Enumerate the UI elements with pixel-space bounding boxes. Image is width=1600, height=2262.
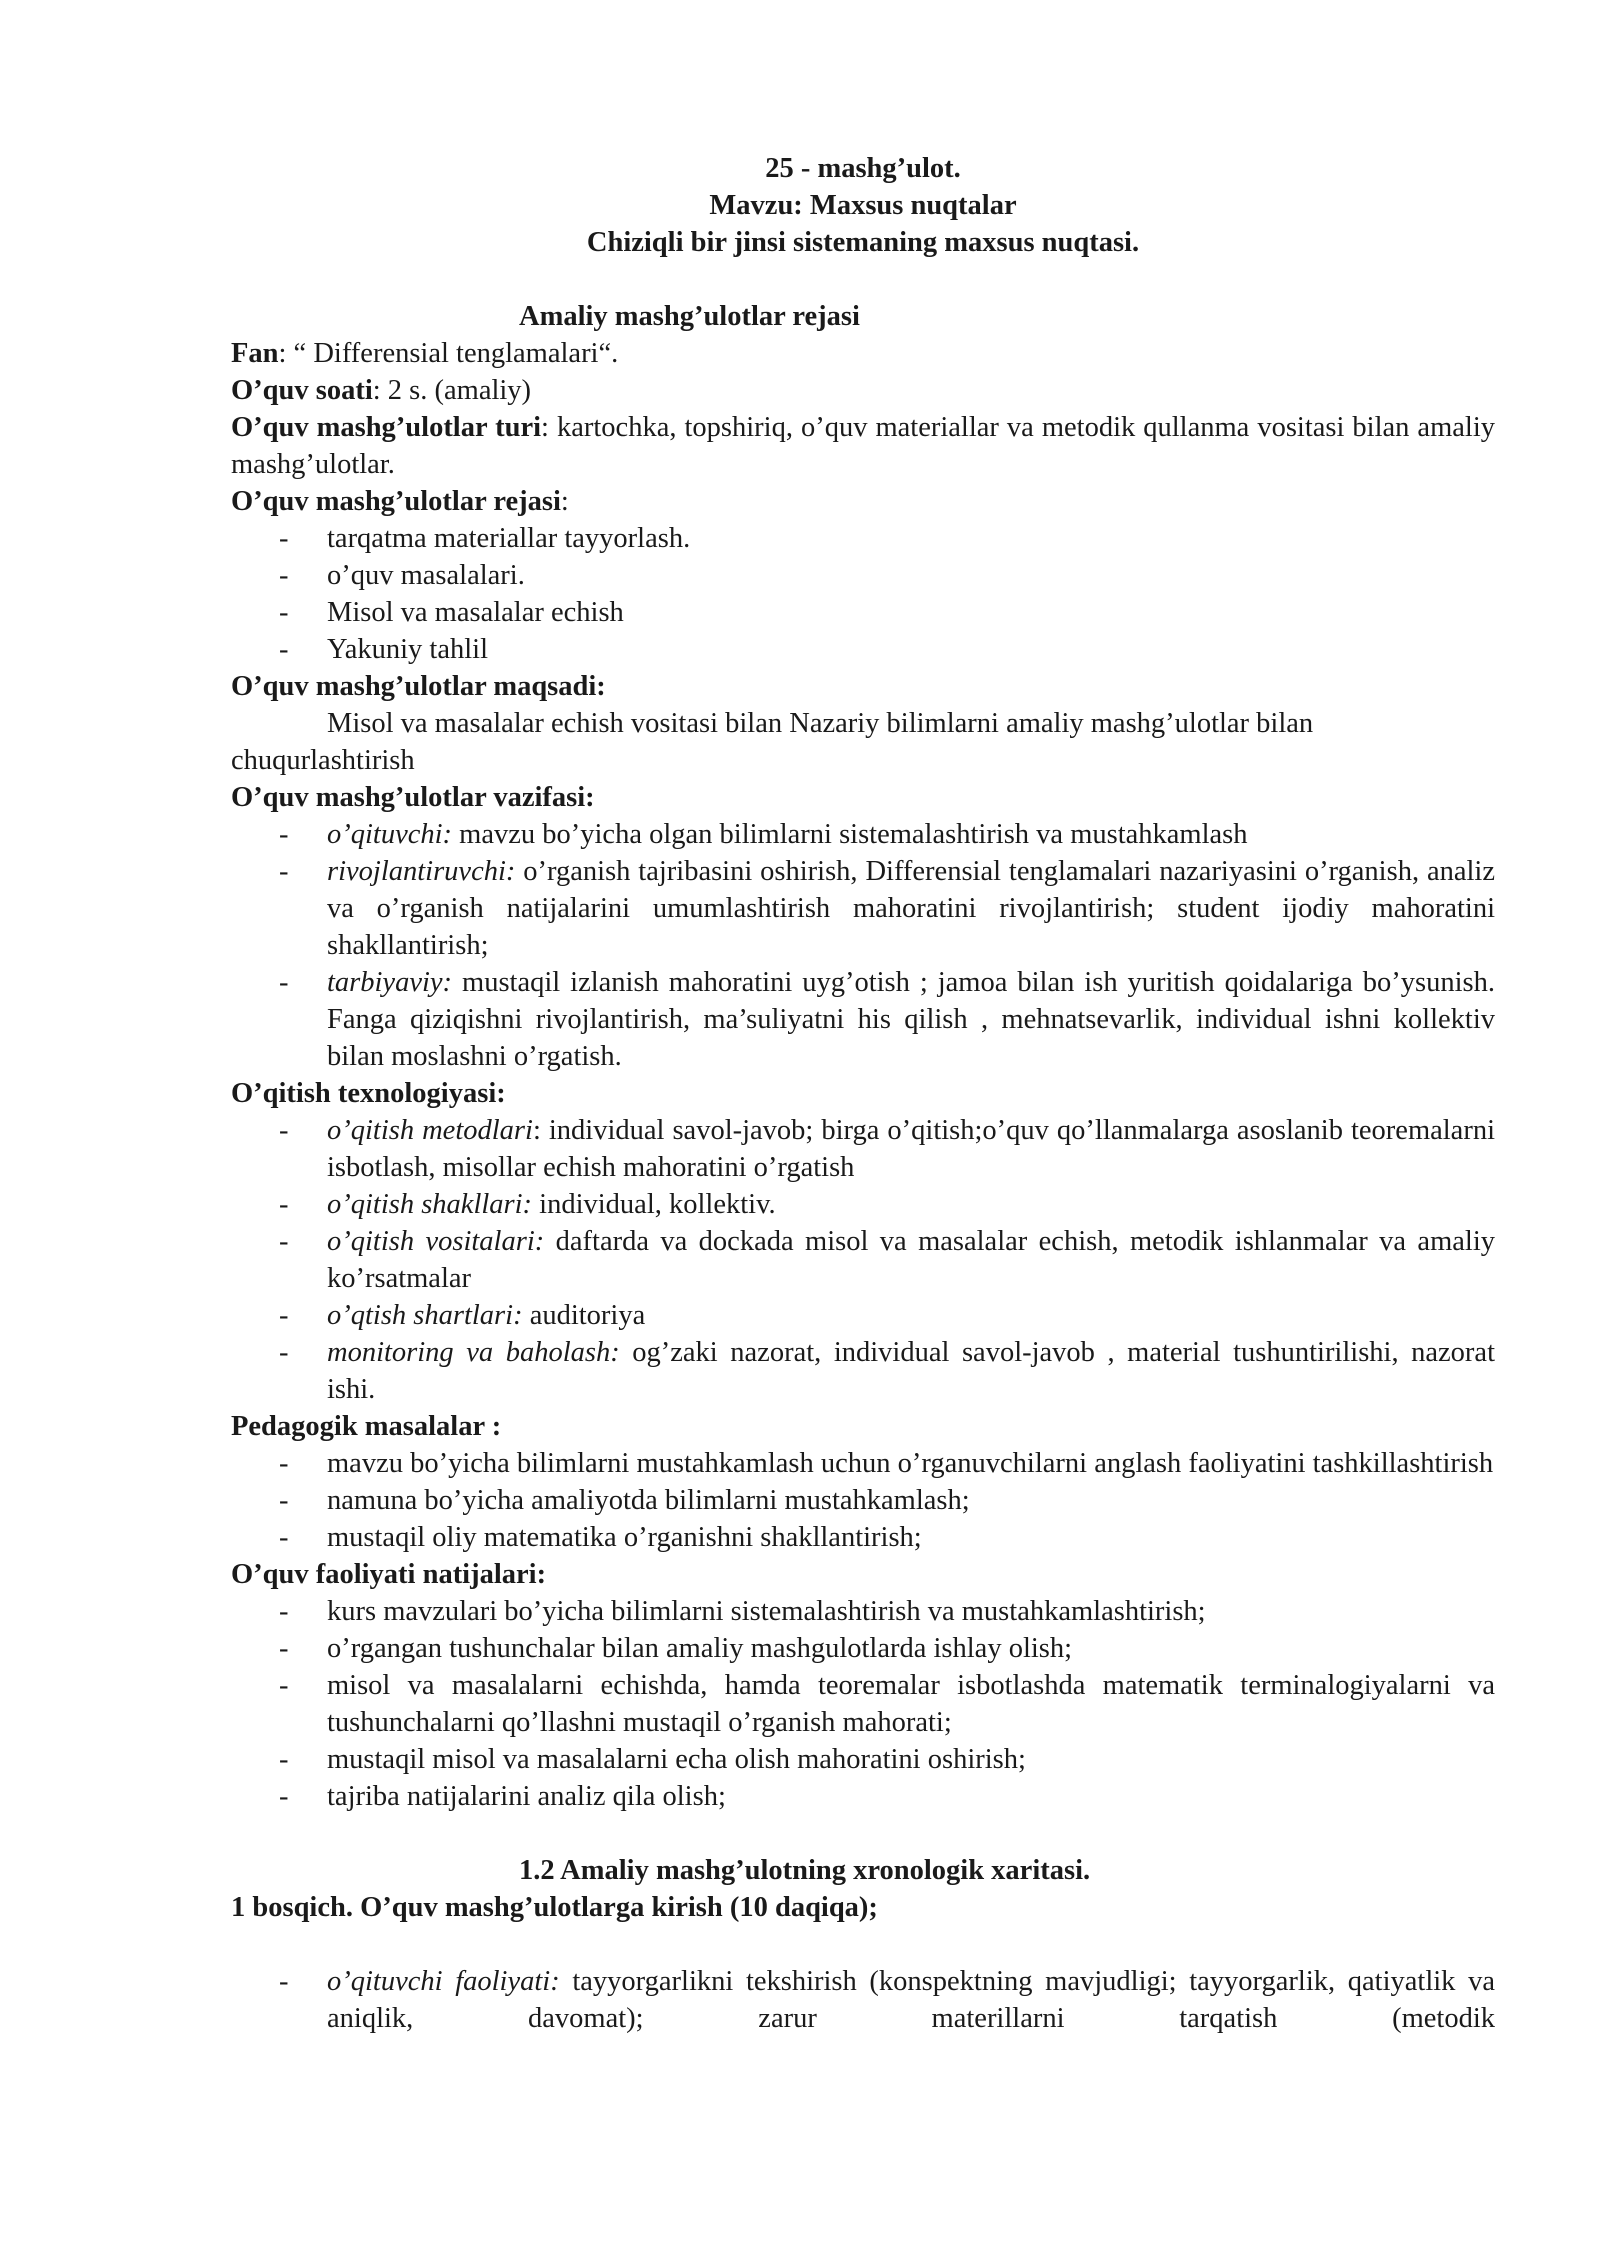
lesson-topic: Mavzu: Maxsus nuqtalar xyxy=(709,190,1017,221)
chronology-title: 1.2 Amaliy mashg’ulotning xronologik xaritasi. xyxy=(519,1855,1091,1886)
item-label: monitoring va baholash: xyxy=(327,1337,620,1368)
soat-label: O’quv soati xyxy=(231,375,373,406)
list-item: - misol va masalalarni echishda, hamda teoremalar isbotlashda matematik terminalogiyalarni va tushunchalarni qo’llashni mustaqil o’rganish mahorati; xyxy=(231,1667,1495,1741)
turi-line xyxy=(231,409,1495,483)
soat-value: : 2 s. (amaliy) xyxy=(372,375,532,406)
item-label: o’qituvchi: xyxy=(327,819,453,850)
item-label: o’qitish shakllari: xyxy=(327,1189,533,1220)
maqsadi-text: Misol va masalalar echish vositasi bilan Nazariy bilimlarni amaliy mashg’ulotlar bilan chuqurlashtirish xyxy=(231,708,1314,776)
list-item: - namuna bo’yicha amaliyotda bilimlarni mustahkamlash; xyxy=(231,1482,1495,1519)
item-text: : individual savol-javob; birga o’qitish;o’quv qo’llanmalarga asoslanib teoremalarni isbotlash, misollar echish mahoratini o’rgatish xyxy=(327,1115,1495,1183)
list-item xyxy=(231,964,1495,1075)
list-item xyxy=(231,1963,1495,2037)
stage1-list xyxy=(231,1963,1495,2037)
item-text: individual, kollektiv. xyxy=(532,1189,776,1220)
fan-line xyxy=(231,335,1495,372)
rejasi-list xyxy=(231,520,1495,668)
natijalar-list xyxy=(231,1593,1495,1815)
texnologiya-list xyxy=(231,1112,1495,1408)
stage1-title: 1 bosqich. O’quv mashg’ulotlarga kirish (10 daqiqa); xyxy=(231,1892,878,1923)
list-item: - Misol va masalalar echish xyxy=(231,594,1495,631)
item-label: o’qtish shartlari: xyxy=(327,1300,523,1331)
list-item: - tajriba natijalarini analiz qila olish; xyxy=(231,1778,1495,1815)
turi-label: O’quv mashg’ulotlar turi xyxy=(231,412,542,443)
rejasi-label: O’quv mashg’ulotlar rejasi xyxy=(231,486,561,517)
item-label: o’qitish vositalari: xyxy=(327,1226,545,1257)
item-text: og’zaki nazorat, individual savol-javob , material tushuntirilishi, nazorat ishi. xyxy=(327,1337,1495,1405)
item-label: o’qitish metodlari xyxy=(327,1115,533,1146)
vazifasi-label: O’quv mashg’ulotlar vazifasi: xyxy=(231,782,595,813)
rejasi-colon: : xyxy=(560,486,569,517)
maqsadi-label: O’quv mashg’ulotlar maqsadi: xyxy=(231,671,606,702)
fan-value: : “ Differensial tenglamalari“. xyxy=(278,338,619,369)
rejasi-line xyxy=(231,483,1495,520)
item-text: mustaqil izlanish mahoratini uyg’otish ; jamoa bilan ish yuritish qoidalariga bo’ysunish. Fanga qiziqishni rivojlantirish, ma’suliyatni his qilish , mehnatsevarlik, individual ishni kollektiv bilan moslashni o’rgatish. xyxy=(327,967,1495,1072)
item-text: mavzu bo’yicha olgan bilimlarni sistemalashtirish va mustahkamlash xyxy=(452,819,1248,850)
list-item: - kurs mavzulari bo’yicha bilimlarni sistemalashtirish va mustahkamlashtirish; xyxy=(231,1593,1495,1630)
item-text: o’rganish tajribasini oshirish, Differensial tenglamalari nazariyasini o’rganish, analiz va o’rganish natijalarini umumlashtirish mahoratini rivojlantirish; student ijodiy mahoratini shakllantirish; xyxy=(327,856,1495,961)
list-item: - o’rgangan tushunchalar bilan amaliy mashgulotlarda ishlay olish; xyxy=(231,1630,1495,1667)
list-item xyxy=(231,816,1495,853)
list-item: - o’quv masalalari. xyxy=(231,557,1495,594)
list-item xyxy=(231,1334,1495,1408)
document-content xyxy=(231,150,1495,2037)
list-item xyxy=(231,1186,1495,1223)
item-label: rivojlantiruvchi: xyxy=(327,856,516,887)
list-item: - tarqatma materiallar tayyorlash. xyxy=(231,520,1495,557)
list-item: - Yakuniy tahlil xyxy=(231,631,1495,668)
fan-label: Fan xyxy=(231,338,279,369)
list-item xyxy=(231,1223,1495,1297)
list-item: - mavzu bo’yicha bilimlarni mustahkamlash uchun o’rganuvchilarni anglash faoliyatini tashkillashtirish xyxy=(231,1445,1495,1482)
list-item xyxy=(231,1297,1495,1334)
natijalar-label: O’quv faoliyati natijalari: xyxy=(231,1559,547,1590)
list-item xyxy=(231,853,1495,964)
vazifasi-list xyxy=(231,816,1495,1075)
lesson-number: 25 - mashg’ulot. xyxy=(765,153,961,184)
item-text: daftarda va dockada misol va masalalar echish, metodik ishlanmalar va amaliy ko’rsatmalar xyxy=(327,1226,1495,1294)
plan-title: Amaliy mashg’ulotlar rejasi xyxy=(519,301,860,332)
list-item xyxy=(231,1112,1495,1186)
pedagogik-label: Pedagogik masalalar : xyxy=(231,1411,502,1442)
item-label: tarbiyaviy: xyxy=(327,967,453,998)
texnologiya-label: O’qitish texnologiyasi: xyxy=(231,1078,506,1109)
soat-line xyxy=(231,372,1495,409)
item-label: o’qituvchi faoliyati: xyxy=(327,1966,560,1997)
list-item: - mustaqil oliy matematika o’rganishni shakllantirish; xyxy=(231,1519,1495,1556)
pedagogik-list xyxy=(231,1445,1495,1556)
turi-value: : kartochka, topshiriq, o’quv materiallar va metodik qullanma vositasi bilan amaliy mashg’ulotlar. xyxy=(231,412,1495,480)
item-text: auditoriya xyxy=(522,1300,646,1331)
item-text: tayyorgarlikni tekshirish (konspektning mavjudligi; tayyorgarlik, qatiyatlik va aniqlik, davomat); zarur materillarni tarqatish (metodik xyxy=(327,1966,1495,2034)
list-item: - mustaqil misol va masalalarni echa olish mahoratini oshirish; xyxy=(231,1741,1495,1778)
lesson-subtitle: Chiziqli bir jinsi sistemaning maxsus nuqtasi. xyxy=(586,227,1140,258)
